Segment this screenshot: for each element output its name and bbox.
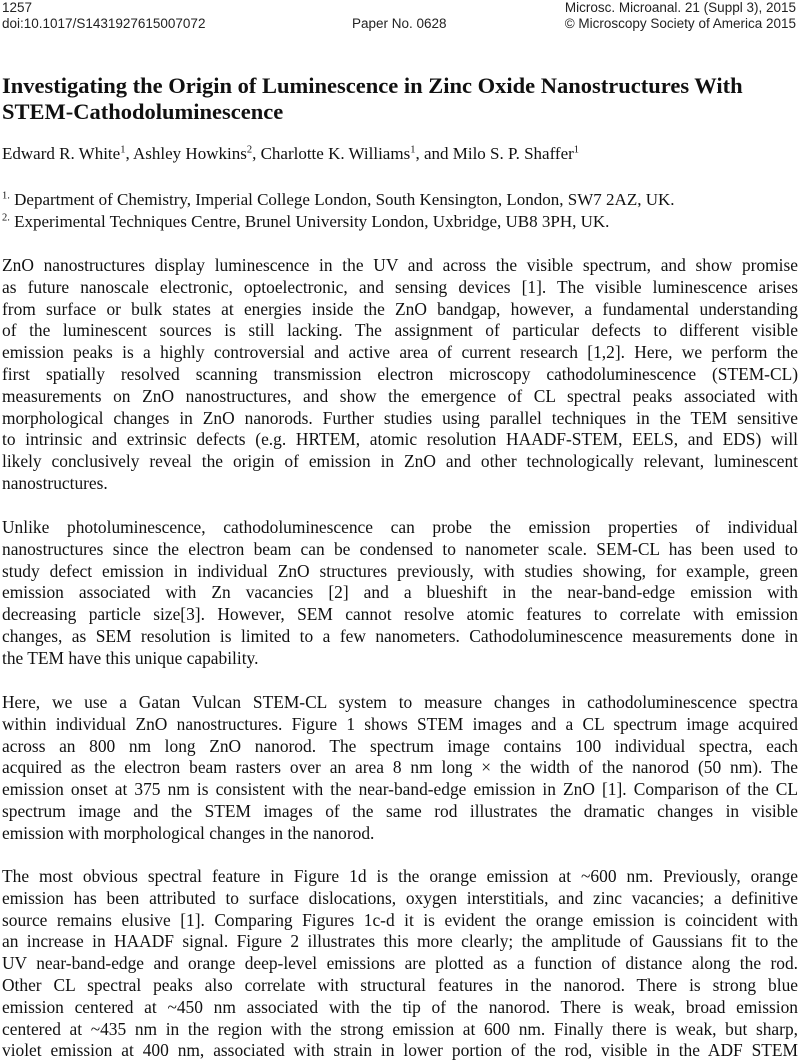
text-line: study defect emission in individual ZnO structures previously, with studies showing, for example, green <box>2 560 798 581</box>
text-line: UV near-band-edge and orange deep-level emissions are plotted as a function of distance along the rod. <box>2 953 798 974</box>
title-line: Investigating the Origin of Luminescence in Zinc Oxide Nanostructures With <box>2 73 743 98</box>
page-number: 1257 <box>2 0 33 15</box>
text-line: nanostructures since the electron beam can be condensed to nanometer scale. SEM-CL has been used to <box>2 538 798 559</box>
text-line: emission associated with Zn vacancies [2] and a blueshift in the near-band-edge emission with <box>2 582 798 603</box>
paper-title <box>2 73 782 125</box>
text-line: The most obvious spectral feature in Figure 1d is the orange emission at ~600 nm. Previously, orange <box>2 866 798 886</box>
text-line: acquired as the electron beam rasters over an area 8 nm long × the width of the nanorod (50 nm). The <box>2 757 798 778</box>
affiliation-1 <box>2 189 675 211</box>
author-name: Edward R. White <box>2 144 121 163</box>
text-line: violet emission at 400 nm, associated with strain in lower portion of the rod, visible in the ADF STEM <box>2 1040 798 1061</box>
text-line: Here, we use a Gatan Vulcan STEM-CL system to measure changes in cathodoluminescence spectra <box>2 692 798 712</box>
paper-number: Paper No. 0628 <box>352 16 447 31</box>
author-name: Milo S. P. Shaffer <box>452 144 574 163</box>
paragraph-introduction <box>2 255 798 495</box>
text-line: across an 800 nm long ZnO nanorod. The spectrum image contains 100 individual spectra, each <box>2 735 798 756</box>
paragraph-methods <box>2 692 798 845</box>
author-separator: , <box>252 144 261 163</box>
text-line: changes, as SEM resolution is limited to a few nanometers. Cathodoluminescence measurements done in <box>2 625 798 646</box>
text-line: likely conclusively reveal the origin of emission in ZnO and other technologically relevant, luminescent <box>2 451 798 472</box>
text-line: Other CL spectral peaks also correlate with structural features in the nanorod. There is strong blue <box>2 974 798 995</box>
text-line: emission onset at 375 nm is consistent with the near-band-edge emission in ZnO [1]. Comparison of the CL <box>2 779 798 800</box>
text-line: ZnO nanostructures display luminescence in the UV and across the visible spectrum, and show promise <box>2 255 798 275</box>
text-line: Unlike photoluminescence, cathodoluminescence can probe the emission properties of individual <box>2 517 798 537</box>
text-line: an increase in HAADF signal. Figure 2 illustrates this more clearly; the amplitude of Gaussians fit to the <box>2 931 798 952</box>
text-line: emission centered at ~450 nm associated with the tip of the nanorod. There is weak, broad emission <box>2 996 798 1017</box>
text-line: centered at ~435 nm in the region with the strong emission at 600 nm. Finally there is weak, but sharp, <box>2 1018 798 1039</box>
text-line: from surface or bulk states at energies inside the ZnO bandgap, however, a fundamental understanding <box>2 298 798 319</box>
affiliation-text: Experimental Techniques Centre, Brunel University London, Uxbridge, UB8 3PH, UK. <box>9 212 610 231</box>
text-line: measurements on ZnO nanostructures, and show the emergence of CL spectral peaks associated with <box>2 385 798 406</box>
text-line: the TEM have this unique capability. <box>2 647 259 668</box>
journal-citation: Microsc. Microanal. 21 (Suppl 3), 2015 <box>564 0 796 15</box>
affiliation-text: Department of Chemistry, Imperial College London, South Kensington, London, SW7 2AZ, UK. <box>9 190 675 209</box>
text-line: within individual ZnO nanostructures. Figure 1 shows STEM images and a CL spectrum image acquired <box>2 713 798 734</box>
text-line: emission with morphological changes in the nanorod. <box>2 822 375 843</box>
author-affiliation-mark: 1 <box>410 144 416 156</box>
text-line: emission peaks is a highly controversial and active area of current research [1,2]. Here, we perform the <box>2 342 798 363</box>
text-line: to intrinsic and extrinsic defects (e.g. HRTEM, atomic resolution HAADF-STEM, EELS, and EDS) will <box>2 429 798 450</box>
text-line: nanostructures. <box>2 472 108 493</box>
affiliation-mark: 2. <box>2 212 10 224</box>
text-line: morphological changes in ZnO nanorods. Further studies using parallel techniques in the TEM sensitive <box>2 407 798 428</box>
author-affiliation-mark: 1 <box>573 144 580 156</box>
paragraph-cathodoluminescence <box>2 517 798 670</box>
author-affiliation-mark: 2 <box>246 144 253 156</box>
affiliation-mark: 1. <box>2 190 10 202</box>
author-name: Charlotte K. Williams <box>260 144 411 163</box>
text-line: as future nanoscale electronic, optoelectronic, and sensing devices [1]. The visible luminescence arises <box>2 276 798 297</box>
author-list <box>2 143 579 165</box>
text-line: of the luminescent sources is still lacking. The assignment of particular defects to different visible <box>2 320 798 341</box>
title-line: STEM-Cathodoluminescence <box>2 99 284 124</box>
affiliation-2 <box>2 211 609 233</box>
text-line: decreasing particle size[3]. However, SEM cannot resolve atomic features to correlate with emission <box>2 604 798 625</box>
author-name: Ashley Howkins <box>133 144 247 163</box>
text-line: source remains elusive [1]. Comparing Figures 1c-d it is evident the orange emission is coincident with <box>2 909 798 930</box>
text-line: first spatially resolved scanning transmission electron microscopy cathodoluminescence (STEM-CL) <box>2 363 798 384</box>
paragraph-results <box>2 866 798 1062</box>
text-line: spectrum image and the STEM images of the same rod illustrates the dramatic changes in visible <box>2 800 798 821</box>
copyright: © Microscopy Society of America 2015 <box>564 16 796 31</box>
author-affiliation-mark: 1 <box>120 144 126 156</box>
author-separator: , and <box>415 144 453 163</box>
doi[interactable]: doi:10.1017/S1431927615007072 <box>2 16 206 31</box>
author-separator: , <box>125 144 133 163</box>
text-line: emission has been attributed to surface dislocations, oxygen interstitials, and zinc vacancies; a definitive <box>2 887 798 908</box>
